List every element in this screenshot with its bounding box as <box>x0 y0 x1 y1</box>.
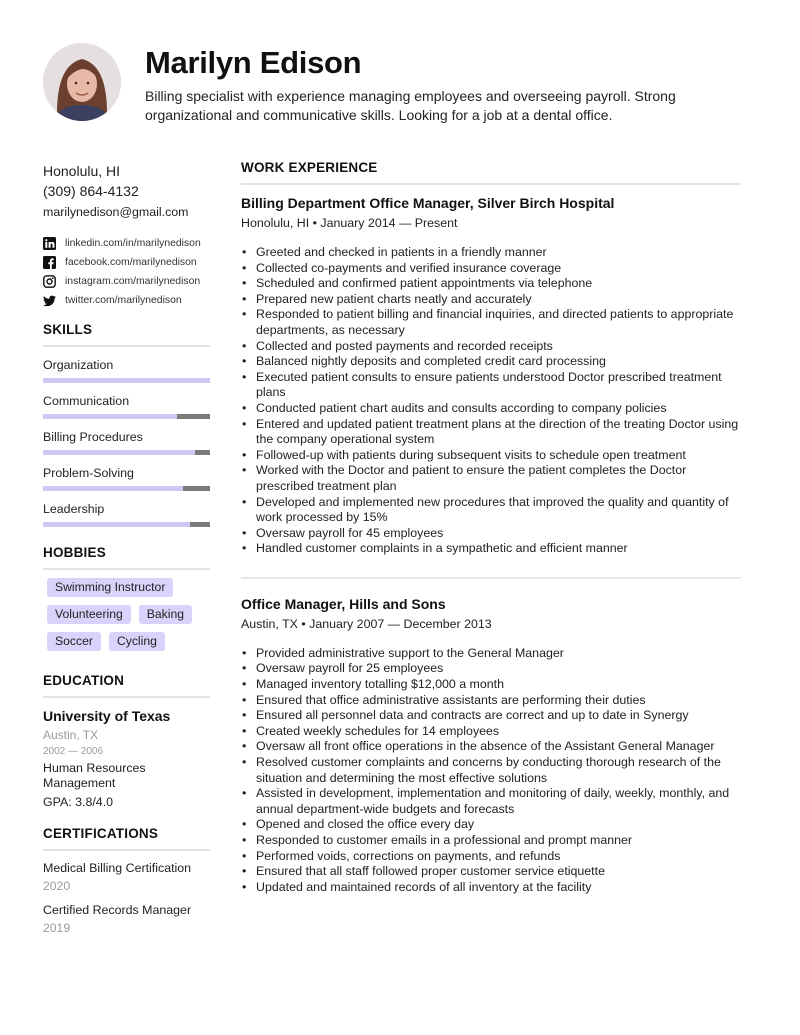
degree: Human Resources Management <box>43 761 146 790</box>
skill-level-fill <box>43 414 177 419</box>
job-meta: Honolulu, HI • January 2014 — Present <box>241 216 458 230</box>
skill-bar <box>43 450 210 455</box>
hobby-chip: Soccer <box>47 632 101 651</box>
job-bullet: • Ensured that office administrative assistants are performing their duties <box>241 693 741 709</box>
job-bullet: • Responded to customer emails in a professional and prompt manner <box>241 833 741 849</box>
skill-item <box>43 357 210 383</box>
job-bullet: • Provided administrative support to the General Manager <box>241 646 741 662</box>
skill-level-fill <box>43 378 210 383</box>
skill-name: Billing Procedures <box>43 430 143 444</box>
social-facebook-label: facebook.com/marilynedison <box>65 257 197 268</box>
facebook-icon <box>43 256 56 269</box>
summary: Billing specialist with experience managing employees and overseeing payroll. Strong organizational and communicative skills. Looking for a job at a dental office. <box>145 88 676 123</box>
job-meta: Austin, TX • January 2007 — December 2013 <box>241 616 492 631</box>
skill-level-fill <box>43 486 183 491</box>
job-bullet: • Prepared new patient charts neatly and accurately <box>241 292 741 308</box>
hobbies-title: HOBBIES <box>43 545 210 570</box>
left-column <box>43 160 210 935</box>
skill-name: Organization <box>43 358 114 372</box>
job-bullet: • Followed-up with patients during subsequent visits to schedule open treatment <box>241 448 741 464</box>
job-bullet: • Created weekly schedules for 14 employees <box>241 724 741 740</box>
job-bullet: • Responded to patient billing and financial inquiries, and directed patients to appropriate departments, as necessary <box>241 307 741 338</box>
social-linkedin[interactable] <box>43 234 210 253</box>
skill-level-fill <box>43 522 190 527</box>
hobby-chip: Swimming Instructor <box>47 578 173 597</box>
social-links <box>43 234 210 310</box>
skill-bar <box>43 522 210 527</box>
hobby-chip: Cycling <box>109 632 165 651</box>
job-bullet: • Developed and implemented new procedures that improved the quality and quantity of work processed by 15% <box>241 495 741 526</box>
job-divider <box>241 577 741 579</box>
job-bullet: • Conducted patient chart audits and consults according to company policies <box>241 401 741 417</box>
instagram-icon <box>43 275 56 288</box>
school-location: Austin, TX <box>43 728 99 742</box>
job-bullet: • Opened and closed the office every day <box>241 817 741 833</box>
job-bullet: • Assisted in development, implementation and monitoring of daily, weekly, monthly, and annual department-wide budgets and forecasts <box>241 786 741 817</box>
job-bullet: • Performed voids, corrections on payments, and refunds <box>241 849 741 865</box>
job-bullet: • Worked with the Doctor and patient to ensure the patient completes the Doctor prescribed treatment plan <box>241 463 741 494</box>
job-entry <box>241 596 741 896</box>
skill-bar <box>43 378 210 383</box>
twitter-icon <box>43 294 56 307</box>
skills-title: SKILLS <box>43 322 210 347</box>
job-bullet: • Updated and maintained records of all inventory at the facility <box>241 880 741 896</box>
job-title: Office Manager, Hills and Sons <box>241 595 446 612</box>
skill-bar <box>43 486 210 491</box>
social-linkedin-label: linkedin.com/in/marilynedison <box>65 238 201 249</box>
job-bullet: • Oversaw all front office operations in the absence of the Assistant General Manager <box>241 739 741 755</box>
hobbies-section <box>43 545 210 659</box>
school-name: University of Texas <box>43 708 171 724</box>
job-bullet: • Executed patient consults to ensure patients understood Doctor prescribed treatment plans <box>241 370 741 401</box>
cert-year: 2019 <box>43 921 71 935</box>
cert-name: Medical Billing Certification <box>43 861 192 875</box>
job-bullet: • Managed inventory totalling $12,000 a month <box>241 677 741 693</box>
skill-level-fill <box>43 450 195 455</box>
job-bullet: • Ensured that all staff followed proper customer service etiquette <box>241 864 741 880</box>
job-bullet: • Oversaw payroll for 45 employees <box>241 526 741 542</box>
skill-item <box>43 465 210 491</box>
contact-email[interactable]: marilynedison@gmail.com <box>43 205 189 219</box>
avatar <box>43 43 121 121</box>
job-bullet: • Collected co-payments and verified insurance coverage <box>241 261 741 277</box>
skill-name: Communication <box>43 394 130 408</box>
hobby-chips <box>43 578 203 659</box>
work-experience-title: WORK EXPERIENCE <box>241 160 741 185</box>
certifications-title: CERTIFICATIONS <box>43 826 210 851</box>
job-bullet: • Resolved customer complaints and concerns by conducting thorough research of the situation and determining the most effective solutions <box>241 755 741 786</box>
job-title: Billing Department Office Manager, Silver Birch Hospital <box>241 195 615 211</box>
job-bullet: • Handled customer complaints in a sympathetic and efficient manner <box>241 541 741 557</box>
hobby-chip: Baking <box>139 605 192 624</box>
cert-year: 2020 <box>43 879 71 893</box>
job-entry <box>241 195 741 557</box>
hobby-chip: Volunteering <box>47 605 131 624</box>
job-bullets <box>241 646 741 896</box>
school-years: 2002 — 2006 <box>43 746 104 757</box>
job-bullet: • Greeted and checked in patients in a friendly manner <box>241 245 741 261</box>
work-experience-section <box>241 160 741 895</box>
skill-item <box>43 393 210 419</box>
education-section <box>43 673 210 809</box>
social-twitter-label: twitter.com/marilynedison <box>65 295 182 306</box>
job-bullet: • Ensured all personnel data and contracts are correct and up to date in Synergy <box>241 708 741 724</box>
skill-name: Leadership <box>43 502 105 516</box>
education-title: EDUCATION <box>43 673 210 698</box>
cert-name: Certified Records Manager <box>43 903 192 917</box>
social-facebook[interactable] <box>43 253 210 272</box>
candidate-name: Marilyn Edison <box>145 45 362 80</box>
linkedin-icon <box>43 237 56 250</box>
job-bullet: • Oversaw payroll for 25 employees <box>241 661 741 677</box>
job-bullet: • Scheduled and confirmed patient appointments via telephone <box>241 276 741 292</box>
job-bullet: • Entered and updated patient treatment plans at the direction of the treating Doctor using the company operational system <box>241 417 741 448</box>
contact-city: Honolulu, HI <box>43 163 121 179</box>
skills-section <box>43 322 210 527</box>
job-bullets <box>241 245 741 557</box>
resume-header <box>43 43 763 123</box>
contact-phone: (309) 864-4132 <box>43 183 139 199</box>
social-twitter[interactable] <box>43 291 210 310</box>
gpa: GPA: 3.8/4.0 <box>43 795 114 809</box>
skill-bar <box>43 414 210 419</box>
social-instagram-label: instagram.com/marilynedison <box>65 276 201 287</box>
skill-item <box>43 501 210 527</box>
job-bullet: • Balanced nightly deposits and completed credit card processing <box>241 354 741 370</box>
skill-item <box>43 429 210 455</box>
certifications-section <box>43 826 210 935</box>
skill-name: Problem-Solving <box>43 466 134 480</box>
social-instagram[interactable] <box>43 272 210 291</box>
job-bullet: • Collected and posted payments and recorded receipts <box>241 339 741 355</box>
